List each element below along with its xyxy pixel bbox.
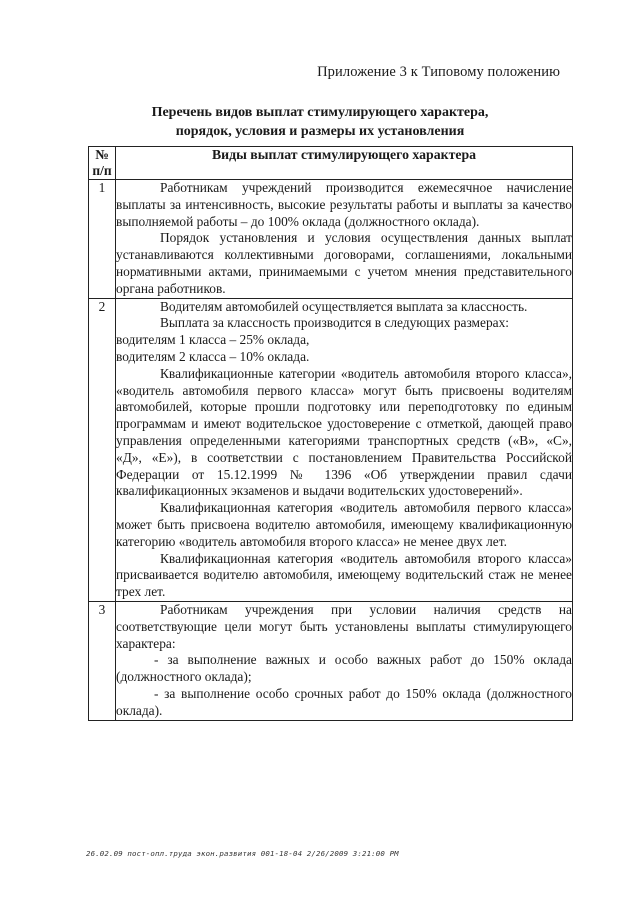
column-header-number-line-1: №: [95, 147, 109, 162]
paragraph: водителям 2 класса – 10% оклада.: [116, 348, 310, 364]
paragraph: Квалификационная категория «водитель автомобиля первого класса» может быть присвоена водителю автомобиля, имеющему квалификационную категорию «водитель автомобиля второго класса» не менее двух лет.: [116, 500, 572, 549]
paragraph: Работникам учреждения при условии наличия средств на соответствующие цели могут быть установлены выплаты стимулирующего характера:: [116, 601, 572, 651]
row-content: [116, 601, 573, 720]
paragraph: Водителям автомобилей осуществляется выплата за классность.: [160, 298, 528, 314]
row-number: 1: [89, 180, 116, 299]
paragraph: Квалификационные категории «водитель автомобиля второго класса», «водитель автомобиля первого класса» могут быть присвоены водителям автомобилей, которые прошли подготовку или переподготовку по единым программам и имеют водительское удостоверение с отметкой, дающей право управления определенными категориями транспортных средств («В», «С», «Д», «Е»), в соответствии с постановлением Правительства Российской Федерации от 15.12.1999 № 1396 «Об утверждении правил сдачи квалификационных экзаменов и выдачи водительских удостоверений».: [116, 365, 572, 499]
table-row: [89, 601, 573, 720]
paragraph: Работникам учреждений производится ежемесячное начисление выплаты за интенсивность, высокие результаты работы и выплаты за качество выполняемой работы – до 100% оклада (должностного оклада).: [116, 180, 572, 229]
column-header-kind: Виды выплат стимулирующего характера: [116, 147, 573, 180]
column-header-number: [89, 147, 116, 180]
table-header-row: [89, 147, 573, 180]
paragraph: Квалификационная категория «водитель автомобиля второго класса» присваивается водителю автомобиля, имеющему водительский стаж не менее трех лет.: [116, 550, 572, 600]
appendix-label: Приложение 3 к Типовому положению: [317, 64, 560, 80]
paragraph: Порядок установления и условия осуществления данных выплат устанавливаются коллективными договорами, соглашениями, локальными нормативными актами, принимаемыми с учетом мнения представительного органа работников.: [116, 230, 572, 296]
column-header-number-line-2: п/п: [92, 163, 112, 178]
paragraph: - за выполнение важных и особо важных работ до 150% оклада (должностного оклада);: [116, 652, 572, 685]
row-number: 3: [89, 601, 116, 720]
title-line-1: Перечень видов выплат стимулирующего характера,: [151, 105, 489, 120]
document-title: [100, 103, 540, 141]
paragraph: Выплата за классность производится в следующих размерах:: [160, 315, 510, 331]
table-row: [89, 298, 573, 601]
payments-table: [88, 146, 573, 721]
table-row: [89, 180, 573, 299]
paragraph: водителям 1 класса – 25% оклада,: [116, 332, 310, 348]
footer-stamp: 26.02.09 пост-опл.труда экон.развития 001-18-04 2/26/2009 3:21:00 PM: [86, 849, 399, 858]
paragraph: - за выполнение особо срочных работ до 150% оклада (должностного оклада).: [116, 685, 572, 718]
row-content: [116, 180, 573, 299]
row-content: [116, 298, 573, 601]
row-number: 2: [89, 298, 116, 601]
title-line-2: порядок, условия и размеры их установления: [175, 124, 465, 139]
